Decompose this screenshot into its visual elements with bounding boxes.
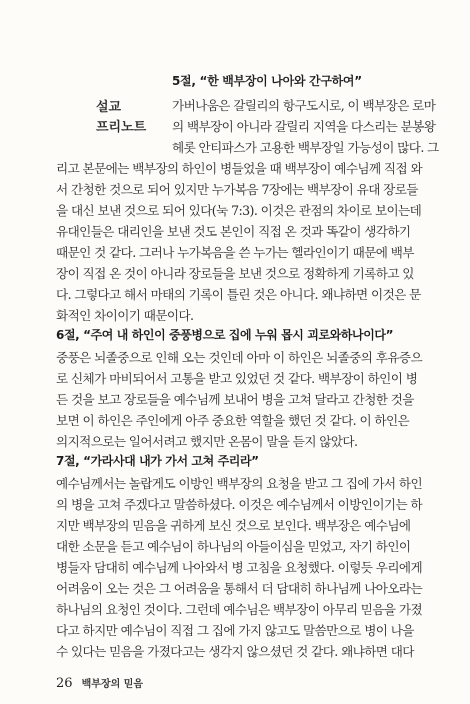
paragraph-1-line: 리고 본문에는 백부장의 하인이 병들었을 때 백부장이 예수님께 직접 와	[56, 161, 423, 176]
paragraph-2-line: 보면 이 하인은 주인에게 아주 중요한 역할을 했던 것 같다. 이 하인은	[56, 413, 410, 428]
paragraph-2-line: 든 것을 보고 장로들을 예수님께 보내어 병을 고쳐 달라고 간청한 것을	[56, 392, 414, 407]
paragraph-3-line: 어려움이 오는 것은 그 어려움을 통해서 더 담대히 하나님께 나아오라는	[56, 581, 423, 596]
verse-5-heading: 5절, “한 백부장이 나아와 간구하여”	[172, 74, 362, 88]
paragraph-1-line: 유대인들은 대리인을 보낸 것도 본인이 직접 온 것과 똑같이 생각하기	[56, 224, 411, 239]
paragraph-1-line: 때문인 것 같다. 그러나 누가복음을 쓴 누가는 헬라인이기 때문에 백부	[56, 245, 414, 260]
paragraph-3-line: 수 있다는 믿음을 가졌다고는 생각지 않으셨던 것 같다. 왜냐하면 대다	[56, 644, 414, 659]
paragraph-3-line: 예수님께서는 놀랍게도 이방인 백부장의 요청을 받고 그 집에 가서 하인	[56, 476, 423, 491]
paragraph-3-line: 대한 소문을 듣고 예수님이 하나님의 아들이심을 믿었고, 자기 하인이	[56, 539, 411, 554]
paragraph-3-line: 의 병을 고쳐 주겠다고 말씀하셨다. 이것은 예수님께서 이방인이기는 하	[56, 497, 423, 512]
paragraph-3-line: 하나님의 요청인 것이다. 그런데 예수님은 백부장이 아무리 믿음을 가졌	[56, 602, 423, 617]
paragraph-1-line: 다. 그렇다고 해서 마태의 기록이 틀린 것은 아니다. 왜냐하면 이것은 문	[56, 287, 421, 302]
paragraph-1-line: 장이 직접 온 것이 아니라 장로들을 보낸 것으로 정확하게 기록하고 있	[56, 266, 414, 281]
side-label-sermon: 설교	[96, 100, 122, 115]
paragraph-2-line: 중풍은 뇌졸중으로 인해 오는 것인데 아마 이 하인은 뇌졸중의 후유증으	[56, 350, 423, 365]
side-label-prenote: 프리노트	[96, 120, 147, 135]
paragraph-1-line: 을 대신 보낸 것으로 되어 있다(눅 7:3). 이것은 관점의 차이로 보이는데	[56, 203, 422, 218]
paragraph-1-line: 가버나움은 갈릴리의 항구도시로, 이 백부장은 로마	[172, 98, 436, 113]
paragraph-2-line: 의지적으로는 일어서려고 했지만 온몸이 말을 듣지 않았다.	[56, 434, 358, 449]
paragraph-1-line: 헤롯 안티파스가 고용한 백부장일 가능성이 많다. 그	[172, 140, 439, 155]
paragraph-2-line: 로 신체가 마비되어서 고통을 받고 있었던 것 같다. 백부장이 하인이 병	[56, 371, 418, 386]
page-number: 26	[56, 676, 73, 691]
paragraph-3-line: 다고 하지만 예수님이 직접 그 집에 가지 않고도 말씀만으로 병이 나을	[56, 623, 414, 638]
paragraph-1-line: 화적인 차이이기 때문이다.	[56, 308, 194, 323]
paragraph-3-line: 지만 백부장의 믿음을 귀하게 보신 것으로 보인다. 백부장은 예수님에	[56, 518, 411, 533]
running-title: 백부장의 믿음	[81, 679, 144, 690]
paragraph-1-line: 의 백부장이 아니라 갈릴리 지역을 다스리는 분봉왕	[172, 119, 436, 134]
page-footer	[56, 672, 143, 691]
paragraph-3-line: 병들자 담대히 예수님께 나아와서 병 고침을 요청했다. 이렇듯 우리에게	[56, 560, 423, 575]
paragraph-1-line: 서 간청한 것으로 되어 있지만 누가복음 7장에는 백부장이 유대 장로들	[56, 182, 418, 197]
verse-6-heading: 6절, “주여 내 하인이 중풍병으로 집에 누워 몹시 괴로와하나이다”	[56, 328, 394, 342]
verse-7-heading: 7절, “가라사대 내가 가서 고쳐 주리라”	[56, 454, 259, 468]
